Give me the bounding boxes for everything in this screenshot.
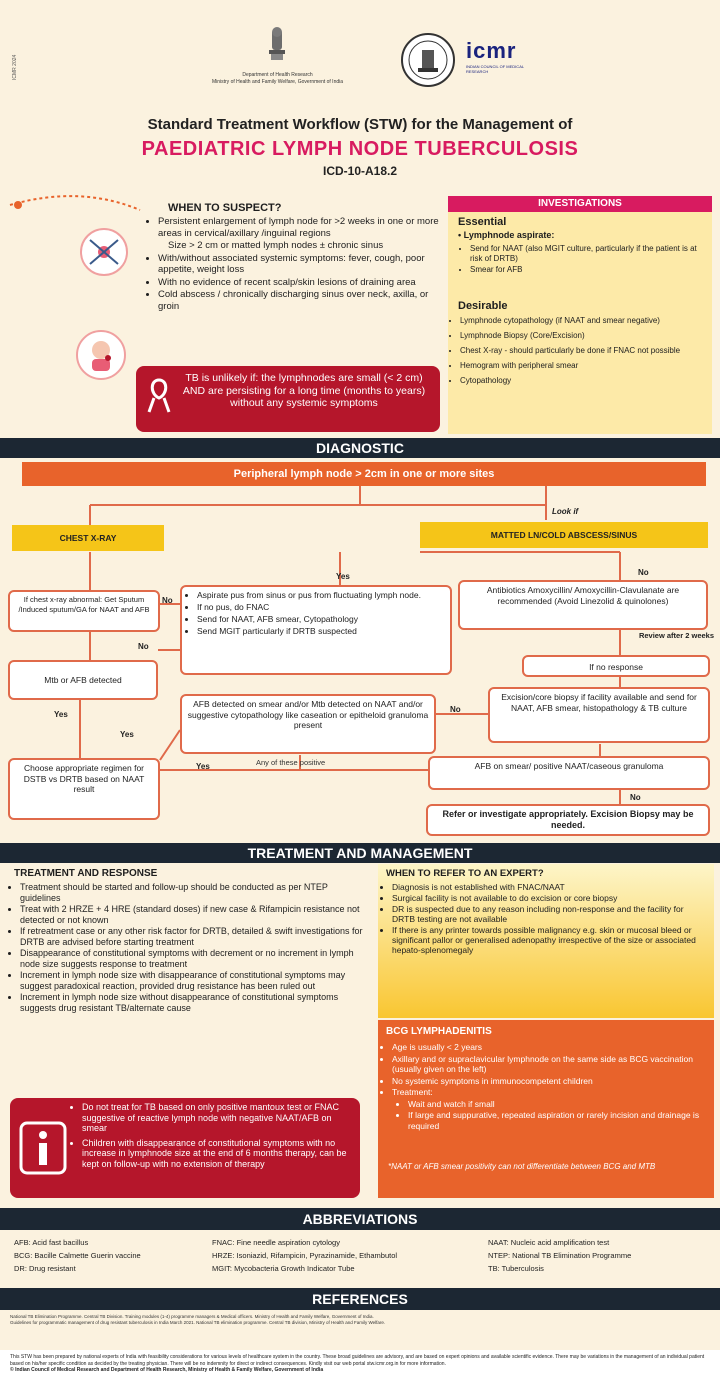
expert-list: • Diagnosis is not established with FNAC/NAAT • Surgical facility is not available to do excision or core biopsy • DR is suspected due to any reason including non-response and the facility for DRTB testing are not available • If there is any printer towards possible malignancy e.g. skin or mucosal bleed or significant pallor or generalised adenopathy irrespective of the size or associated hepato-splenomegaly — [382, 882, 708, 956]
expert-panel — [378, 864, 714, 1018]
suspect-sub-item: Size > 2 cm or matted lymph nodes ± chronic sinus — [168, 240, 384, 251]
abbreviations-band: ABBREVIATIONS — [0, 1208, 720, 1230]
no-label: No — [450, 705, 461, 714]
suspect-heading: WHEN TO SUSPECT? — [168, 202, 282, 214]
desirable-list: • Lymphnode cytopathology (if NAAT and smear negative) • Lymphnode Biopsy (Core/Excision) • Chest X-ray - should particularly be done if FNAC not possible • Hemogram with peripheral smear • Cytopathology — [450, 316, 706, 387]
expert-heading: WHEN TO REFER TO AN EXPERT? — [386, 868, 544, 879]
yes-label: Yes — [120, 730, 134, 739]
choose-regimen-box: Choose appropriate regimen for DSTB vs DRTB based on NAAT result — [8, 758, 160, 820]
title-line2: PAEDIATRIC LYMPH NODE TUBERCULOSIS — [141, 138, 579, 160]
yes-label: Yes — [54, 710, 68, 719]
info-icon — [18, 1120, 68, 1176]
bcg-note: *NAAT or AFB smear positivity can not differentiate between BCG and MTB — [388, 1162, 656, 1171]
no-label: No — [162, 596, 173, 605]
treatment-notes — [10, 1098, 360, 1198]
desirable-label: Desirable — [458, 300, 508, 312]
treatment-band: TREATMENT AND MANAGEMENT — [0, 843, 720, 863]
xray-abnormal-box: If chest x-ray abnormal: Get Sputum /Induced sputum/GA for NAAT and AFB — [8, 590, 160, 632]
suspect-item: • With no evidence of recent scalp/skin lesions of draining area — [158, 277, 446, 289]
refer-box: Refer or investigate appropriately. Excision Biopsy may be needed. — [426, 804, 710, 836]
matted-label: MATTED LN/COLD ABSCESS/SINUS — [420, 522, 708, 548]
aspirate-list: • Send for NAAT (also MGIT culture, particularly if the patient is at risk of DRTB) • Smear for AFB — [460, 244, 706, 276]
bcg-panel — [378, 1020, 714, 1198]
references-list: National TB Elimination Programme. Central TB Division. Training modules (1-4) programme managers & Medical officers. Ministry of Health and Family Welfare, Government of India. Guidelines for programmatic management of drug resistant tuberculosis in India March 2021. National TB elimination programme. Central TB division, Ministry of Health and Family Welfare. — [10, 1314, 386, 1325]
no-label: No — [638, 568, 649, 577]
disclaimer: This STW has been prepared by national experts of India with feasibility considerations for various levels of healthcare system in the country. These broad guidelines are advisory, and are based on expert opinions and available scientific evidence. There may be variations in the management of an individual patient based on his/her specific condition as decided by the treating physician. There will be no indemnity for direct or indirect consequences. Kindly visit our web portal stw.icmr.org.in for more information. © Indian Council of Medical Research and Department of Health Research, Ministry of Health & Family Welfare, Government of India — [0, 1350, 720, 1397]
review-label: Review after 2 weeks — [638, 631, 714, 640]
tb-unlikely-note: TB is unlikely if: the lymphnodes are small (< 2 cm) AND are persisting for a long time (months to years) without any systemic symptoms — [136, 366, 440, 432]
icd-code: ICD-10-A18.2 — [322, 164, 398, 178]
aspirate-box: • Aspirate pus from sinus or pus from fluctuating lymph node. • If no pus, do FNAC • Send for NAAT, AFB smear, Cytopathology • Send MGIT particularly if DRTB suspected — [180, 585, 452, 675]
side-code: ICMR 2024 — [12, 54, 18, 80]
no-label: No — [138, 642, 149, 651]
aspirate-label: • Lymphnode aspirate: — [458, 230, 555, 240]
abbreviations-col3: NAAT: Nucleic acid amplification test NTEP: National TB Elimination Programme TB: Tuberculosis — [488, 1238, 632, 1273]
bcg-heading: BCG LYMPHADENITIS — [386, 1026, 492, 1037]
essential-label: Essential — [458, 216, 507, 228]
suspect-item: • Cold abscess / chronically discharging sinus over neck, axilla, or groin — [158, 289, 446, 312]
department-name: Department of Health Research Ministry of Health and Family Welfare, Government of India — [211, 72, 344, 85]
afb-detected-box: AFB detected on smear and/or Mtb detected on NAAT and/or suggestive cytopathology like caseation or epitheloid granuloma present — [180, 694, 436, 754]
antibiotics-box: Antibiotics Amoxycillin/ Amoxycillin-Clavulanate are recommended (Avoid Linezolid & quinolones) — [458, 580, 708, 630]
yes-label: Yes — [336, 572, 350, 581]
any-positive-label: Any of these positive — [256, 758, 326, 767]
afb-smear-positive-box: AFB on smear/ positive NAAT/caseous granuloma — [428, 756, 710, 790]
treatment-notes-list: • Do not treat for TB based on only positive mantoux test or FNAC suggestive of reactive lymph node with negative NAAT/AFB on smear • Children with disappearance of constitutional symptoms with no increase in lymphnode size at the end of 6 months therapy, can be kept on follow-up with no extension of therapy — [72, 1102, 356, 1170]
treatment-list: • Treatment should be started and follow-up should be conducted as per NTEP guidelines • Treat with 2 HRZE + 4 HRE (standard doses) if new case & Rifampicin resistance not detected or not known • If retreatment case or any other risk factor for DRTB, detailed & swift investigations for DRTB are advised before starting treatment • Disappearance of constitutional symptoms with decrement or no increment in lymph node size suggests response to treatment • Increment in lymph node size with disappearance of constitutional symptoms may suggest paradoxical reaction, provided drug resistance has been ruled out • Increment in lymph node size without disappearance of constitutional symptoms suggests drug resistant TB/alternate cause — [10, 882, 370, 1014]
abbreviations-col2: FNAC: Fine needle aspiration cytology HRZE: Isoniazid, Rifampicin, Pyrazinamide, Ethambutol MGIT: Mycobacteria Growth Indicator Tube — [212, 1238, 398, 1273]
suspect-item: • Persistent enlargement of lymph node for >2 weeks in one or more areas in cervical/axillary /inguinal regions — [158, 216, 446, 239]
references-band: REFERENCES — [0, 1288, 720, 1310]
investigations-heading: INVESTIGATIONS — [448, 196, 712, 212]
abbreviations-col1: AFB: Acid fast bacillus BCG: Bacille Calmette Guerin vaccine DR: Drug resistant — [14, 1238, 141, 1273]
look-if-label: Look if — [552, 507, 579, 516]
no-response-box: If no response — [522, 655, 710, 677]
diagnostic-start: Peripheral lymph node > 2cm in one or more sites — [22, 462, 706, 486]
chest-xray-label: CHEST X-RAY — [12, 525, 164, 551]
icmr-logo: icmr INDIAN COUNCIL OF MEDICAL RESEARCH — [466, 38, 524, 74]
treatment-heading: TREATMENT AND RESPONSE — [14, 868, 158, 879]
diagnostic-band: DIAGNOSTIC — [0, 438, 720, 458]
suspect-item: • With/without associated systemic symptoms: fever, cough, poor appetite, weight loss — [158, 253, 446, 276]
yes-label: Yes — [196, 762, 210, 771]
no-label: No — [630, 793, 641, 802]
excision-box: Excision/core biopsy if facility available and send for NAAT, AFB smear, histopathology & TB culture — [488, 687, 710, 743]
title-line1: Standard Treatment Workflow (STW) for the Management of — [147, 116, 573, 133]
mtb-detected-box: Mtb or AFB detected — [8, 660, 158, 700]
bcg-list: • Age is usually < 2 years • Axillary and or supraclavicular lymphnode on the same side as BCG vaccination (usually given on the left) • No systemic symptoms in immunocompetent children • Treatment: • Wait and watch if small • If large and suppurative, repeated aspiration or rarely incision and drainage is required — [382, 1042, 708, 1132]
